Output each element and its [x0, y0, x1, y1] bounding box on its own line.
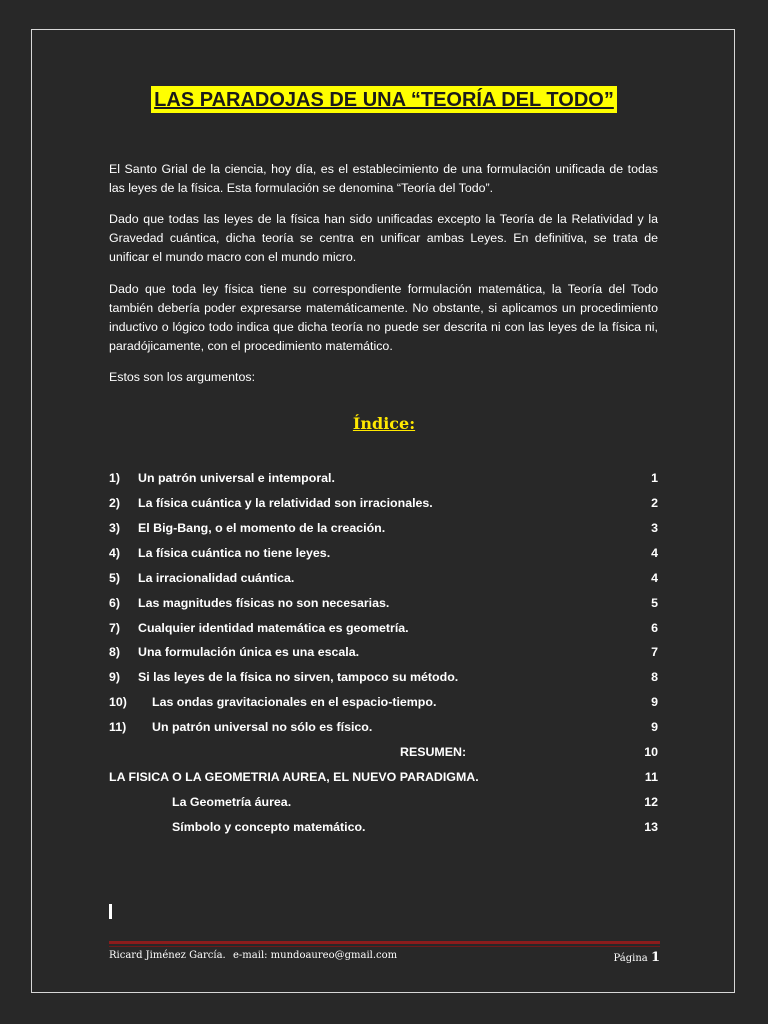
toc-page-number: 11: [644, 770, 658, 784]
toc-page-number: 4: [651, 571, 658, 585]
toc-number: 11): [109, 720, 127, 734]
toc-item-resumen[interactable]: [109, 742, 658, 762]
toc-label: Símbolo y concepto matemático.: [172, 820, 366, 834]
toc-number: 8): [109, 645, 121, 659]
toc-label: Las ondas gravitacionales en el espacio-tiempo.: [152, 695, 437, 709]
toc-item-11[interactable]: [109, 717, 658, 737]
toc-number: 5): [109, 571, 121, 585]
toc-item-6[interactable]: [109, 593, 658, 613]
toc-number: 2): [109, 496, 121, 510]
toc-item-4[interactable]: [109, 543, 658, 563]
toc-item-10[interactable]: [109, 692, 658, 712]
toc-label: Cualquier identidad matemática es geometría.: [138, 621, 409, 635]
toc-page-number: 3: [651, 521, 658, 535]
toc-page-number: 6: [651, 621, 658, 635]
toc-number: 10): [109, 695, 127, 709]
toc-page-number: 13: [644, 820, 658, 834]
toc-page-number: 5: [651, 596, 658, 610]
toc-label: Un patrón universal e intemporal.: [138, 471, 335, 485]
document-title: LAS PARADOJAS DE UNA “TEORÍA DEL TODO”: [151, 86, 617, 113]
footer-author: Ricard Jiménez García.: [109, 950, 226, 961]
toc-number: 9): [109, 670, 121, 684]
toc-number: 3): [109, 521, 121, 535]
toc-page-number: 8: [651, 670, 658, 684]
toc-item-simbolo[interactable]: [109, 817, 658, 837]
toc-label: Las magnitudes físicas no son necesarias.: [138, 596, 390, 610]
toc-item-3[interactable]: [109, 518, 658, 538]
paragraph-intro: El Santo Grial de la ciencia, hoy día, es el establecimiento de una formulación unificada de todas las leyes de la física. Esta formulación se denomina “Teoría del Todo”.: [109, 162, 658, 195]
toc-label: Una formulación única es una escala.: [138, 645, 360, 659]
toc-page-number: 9: [651, 720, 658, 734]
toc-item-1[interactable]: [109, 468, 658, 488]
toc-page-number: 1: [651, 471, 658, 485]
toc-page-number: 12: [644, 795, 658, 809]
text-cursor-mark: [109, 904, 112, 919]
paragraph-arguments: Estos son los argumentos:: [109, 370, 256, 384]
toc-label: Si las leyes de la física no sirven, tampoco su método.: [138, 670, 459, 684]
toc-item-8[interactable]: [109, 642, 658, 662]
toc-number: 6): [109, 596, 121, 610]
toc-item-geometria[interactable]: [109, 792, 658, 812]
toc-item-9[interactable]: [109, 667, 658, 687]
toc-item-7[interactable]: [109, 618, 658, 638]
index-heading: Índice:: [352, 414, 416, 433]
paragraph-unification: Dado que todas las leyes de la física han sido unificadas excepto la Teoría de la Relatividad y la Gravedad cuántica, dicha teoría se centra en unificar ambas Leyes. En definitiva, se trata de unificar el mundo macro con el mundo micro.: [109, 212, 658, 264]
toc-item-2[interactable]: [109, 493, 658, 513]
toc-label: La física cuántica y la relatividad son irracionales.: [138, 496, 433, 510]
title-container: [0, 86, 768, 113]
footer-page: [614, 950, 660, 965]
toc-number: 7): [109, 621, 121, 635]
toc-number: 1): [109, 471, 121, 485]
footer-email: e-mail: mundoaureo@gmail.com: [233, 950, 398, 961]
footer-page-number: 1: [650, 950, 660, 965]
paragraph-mathematics: Dado que toda ley física tiene su correspondiente formulación matemática, la Teoría del Todo también debería poder expresarse matemáticamente. No obstante, si aplicamos un procedimiento inductivo o lógico todo indica que dicha teoría no puede ser descrita ni con las leyes de la física ni, paradójicamente, con el procedimiento matemático.: [109, 282, 658, 353]
toc-label: LA FISICA O LA GEOMETRIA AUREA, EL NUEVO PARADIGMA.: [109, 770, 479, 784]
toc-page-number: 10: [644, 745, 658, 759]
toc-page-number: 9: [651, 695, 658, 709]
footer-rule-thin: [109, 946, 660, 947]
toc-page-number: 2: [651, 496, 658, 510]
toc-label: La irracionalidad cuántica.: [138, 571, 295, 585]
toc-number: 4): [109, 546, 121, 560]
footer-rule: [109, 941, 660, 944]
toc-label: La Geometría áurea.: [172, 795, 292, 809]
toc-label: Un patrón universal no sólo es físico.: [152, 720, 373, 734]
toc-label: La física cuántica no tiene leyes.: [138, 546, 331, 560]
toc-item-paradigma[interactable]: [109, 767, 658, 787]
footer-page-label: Página: [613, 953, 648, 964]
toc-page-number: 4: [651, 546, 658, 560]
toc-label: El Big-Bang, o el momento de la creación.: [138, 521, 386, 535]
toc-label: RESUMEN:: [400, 745, 467, 759]
toc-item-5[interactable]: [109, 568, 658, 588]
toc-page-number: 7: [651, 645, 658, 659]
